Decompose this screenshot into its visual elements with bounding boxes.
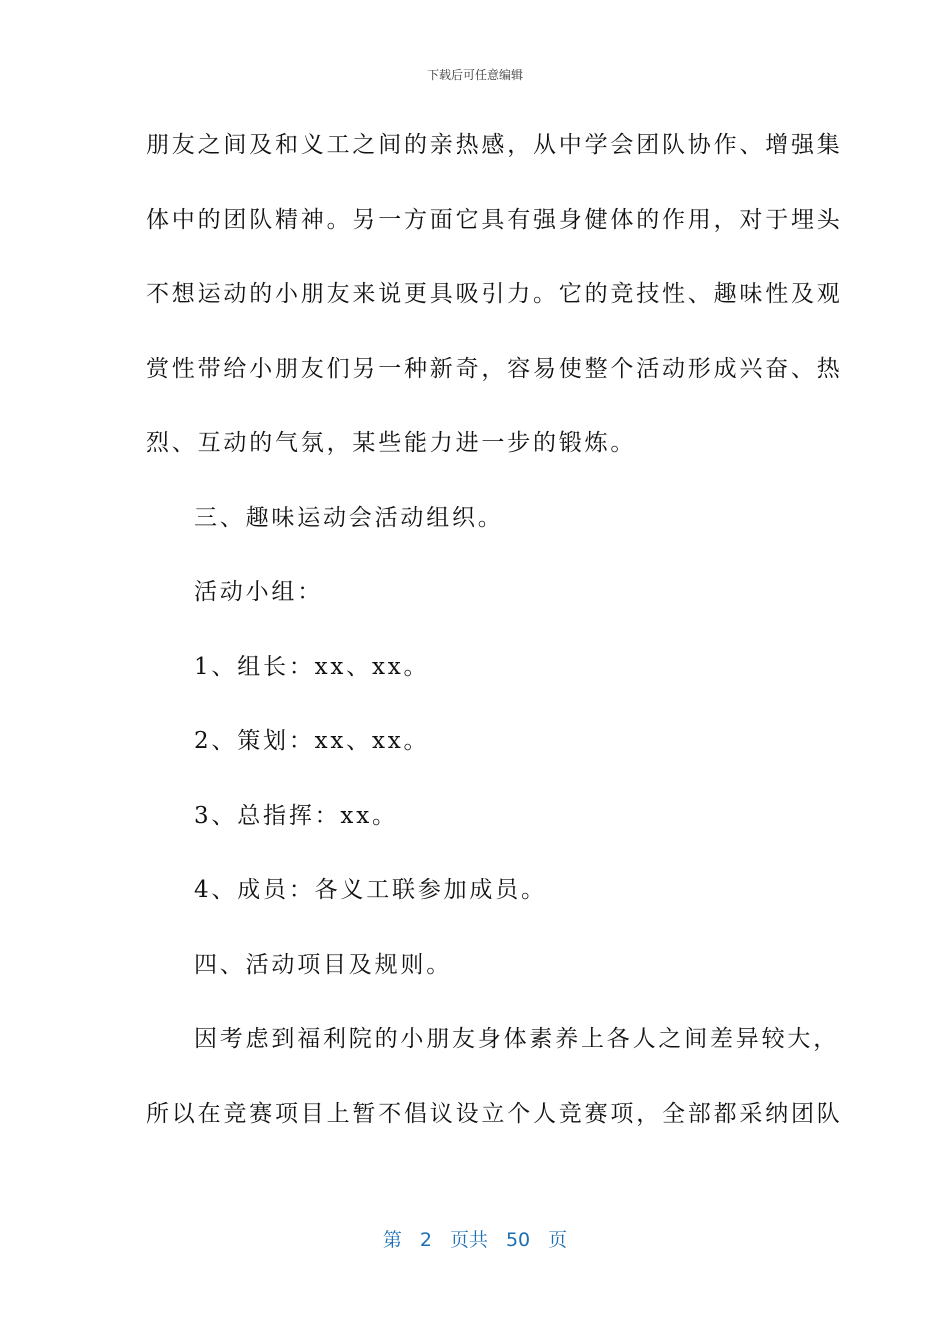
list-item: 2、策划：xx、xx。 <box>194 728 430 754</box>
page-header: 下载后可任意编辑 <box>426 68 523 82</box>
footer-suffix: 页 <box>548 1229 568 1251</box>
document-body <box>146 122 843 1165</box>
list-item: 4、成员：各义工联参加成员。 <box>194 877 547 903</box>
total-pages-number: 50 <box>505 1229 531 1251</box>
footer-prefix: 第 <box>382 1229 402 1251</box>
text-line: 因考虑到福利院的小朋友身体素养上各人之间差异较大， <box>194 1026 839 1052</box>
current-page-number: 2 <box>419 1229 432 1251</box>
text-line: 赏性带给小朋友们另一种新奇，容易使整个活动形成兴奋、热 <box>146 355 843 382</box>
section-heading: 四、活动项目及规则。 <box>194 951 452 978</box>
text-line: 体中的团队精神。另一方面它具有强身健体的作用，对于埋头 <box>146 206 843 233</box>
list-item: 3、总指挥：xx。 <box>194 802 398 829</box>
section-heading: 三、趣味运动会活动组织。 <box>194 504 504 531</box>
text-line: 朋友之间及和义工之间的亲热感，从中学会团队协作、增强集 <box>146 132 843 158</box>
list-item: 1、组长：xx、xx。 <box>194 653 430 680</box>
text-line: 烈、互动的气氛，某些能力进一步的锻炼。 <box>146 430 637 456</box>
text-line: 所以在竞赛项目上暂不倡议设立个人竞赛项，全部都采纳团队 <box>146 1100 843 1127</box>
text-line: 不想运动的小朋友来说更具吸引力。它的竞技性、趣味性及观 <box>146 281 843 307</box>
footer-middle: 页共 <box>449 1229 488 1251</box>
page-footer <box>0 1225 950 1252</box>
text-line: 活动小组： <box>194 579 323 605</box>
